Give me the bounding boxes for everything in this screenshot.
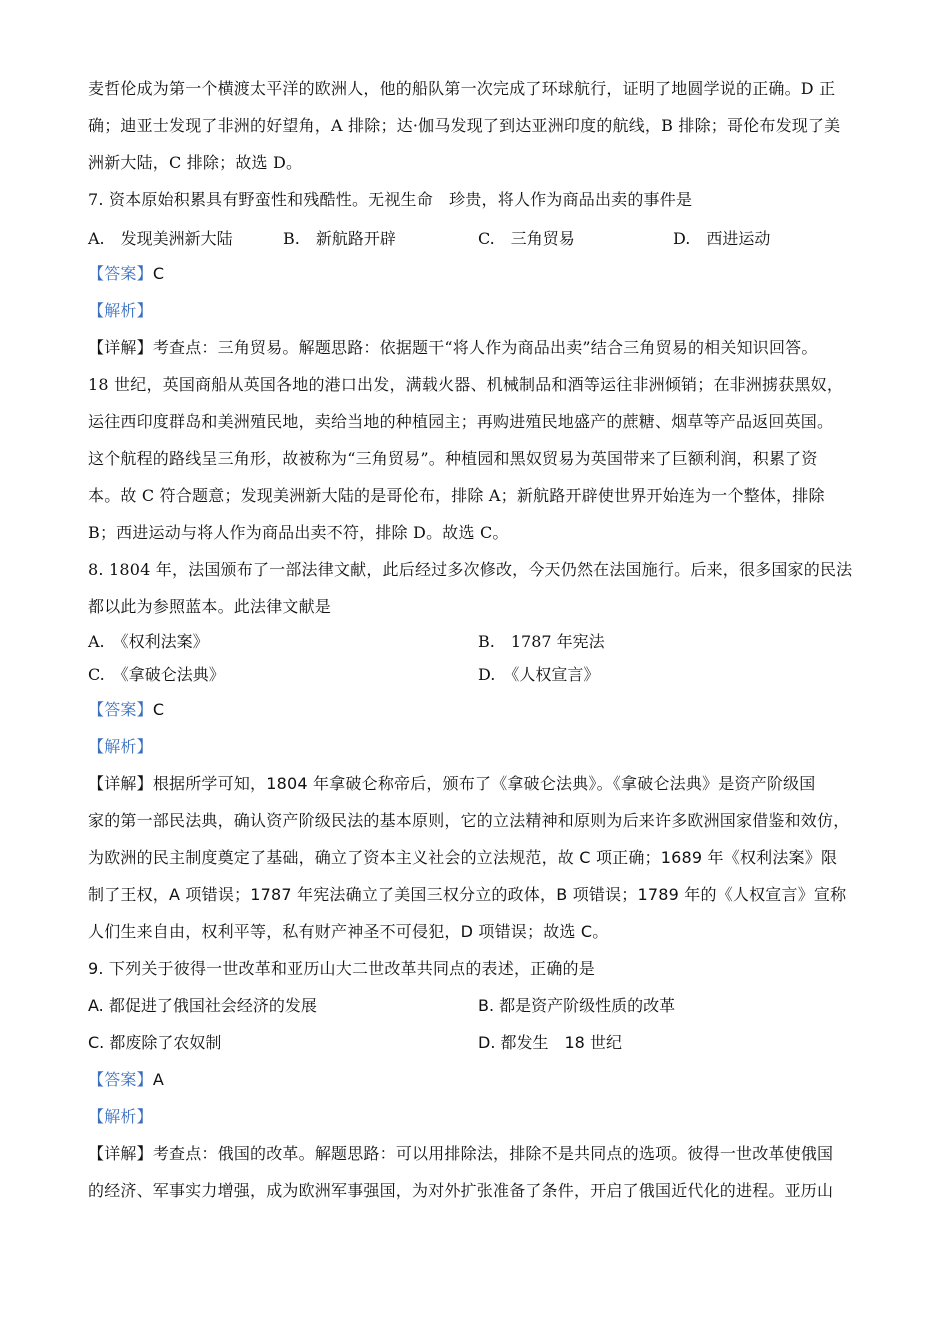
detail-text: 根据所学可知，1804 年拿破仑称帝后，颁布了《拿破仑法典》。《拿破仑法典》是资产阶级国 [152, 774, 816, 793]
text-line: 洲新大陆，C 排除；故选 D。 [88, 153, 303, 172]
options-row [88, 658, 878, 691]
answer-line [88, 255, 878, 292]
analysis-tag: 【解析】 [88, 737, 153, 756]
text-line: 本。故 C 符合题意；发现美洲新大陆的是哥伦布，排除 A；新航路开辟使世界开始连为一个整体，排除 [88, 486, 825, 505]
text-line: 人们生来自由，权利平等，私有财产神圣不可侵犯，D 项错误；故选 C。 [88, 922, 609, 941]
detail-text: 考查点：三角贸易。解题思路：依据题干“将人作为商品出卖”结合三角贸易的相关知识回答。 [152, 338, 818, 357]
option-b: B. 都是资产阶级性质的改革 [478, 996, 676, 1015]
options-row [88, 1024, 878, 1061]
question-stem: 9. 下列关于彼得一世改革和亚历山大二世改革共同点的表述，正确的是 [88, 959, 595, 978]
text-line: 为欧洲的民主制度奠定了基础，确立了资本主义社会的立法规范，故 C 项正确；1689 年《权利法案》限 [88, 848, 838, 867]
document-page [88, 70, 878, 1209]
option-b: B. 1787 年宪法 [478, 632, 605, 651]
detail-tag: 【详解】 [88, 774, 153, 793]
question-8 [88, 551, 878, 950]
detail-tag: 【详解】 [88, 338, 153, 357]
analysis-tag: 【解析】 [88, 1107, 153, 1126]
detail-line [88, 1135, 878, 1172]
option-c: C. 三角贸易 [478, 229, 575, 248]
answer-tag: 【答案】 [88, 1070, 153, 1089]
option-d: D. 西进运动 [673, 229, 771, 248]
option-a: A. 发现美洲新大陆 [88, 229, 233, 248]
detail-line [88, 329, 878, 366]
option-c: C. 都废除了农奴制 [88, 1033, 222, 1052]
analysis-tag: 【解析】 [88, 301, 153, 320]
text-line: 确；迪亚士发现了非洲的好望角，A 排除；达·伽马发现了到达亚洲印度的航线，B 排除；哥伦布发现了美 [88, 116, 841, 135]
answer-value: A [152, 1070, 164, 1089]
text-line: 的经济、军事实力增强，成为欧洲军事强国，为对外扩张准备了条件，开启了俄国近代化的进程。亚历山 [88, 1181, 834, 1200]
option-c: C. 《拿破仑法典》 [88, 665, 225, 684]
answer-line [88, 1061, 878, 1098]
text-line: 麦哲伦成为第一个横渡太平洋的欧洲人，他的船队第一次完成了环球航行，证明了地圆学说的正确。D 正 [88, 79, 836, 98]
answer-tag: 【答案】 [88, 700, 153, 719]
answer-value: C [152, 700, 165, 719]
analysis-line [88, 728, 878, 765]
answer-line [88, 691, 878, 728]
option-a: A. 《权利法案》 [88, 632, 209, 651]
detail-text: 考查点：俄国的改革。解题思路：可以用排除法，排除不是共同点的选项。彼得一世改革使俄国 [152, 1144, 834, 1163]
options-row [88, 987, 878, 1024]
analysis-line [88, 292, 878, 329]
question-stem: 都以此为参照蓝本。此法律文献是 [88, 597, 332, 616]
option-a: A. 都促进了俄国社会经济的发展 [88, 996, 317, 1015]
options-row [88, 625, 878, 658]
intro-paragraph [88, 70, 878, 181]
option-d: D. 都发生 18 世纪 [478, 1033, 622, 1052]
options-row [88, 222, 878, 255]
detail-tag: 【详解】 [88, 1144, 153, 1163]
text-line: 运往西印度群岛和美洲殖民地，卖给当地的种植园主；再购进殖民地盛产的蔗糖、烟草等产品返回英国。 [88, 412, 834, 431]
analysis-line [88, 1098, 878, 1135]
text-line: 这个航程的路线呈三角形，故被称为“三角贸易”。种植园和黑奴贸易为英国带来了巨额利润，积累了资 [88, 449, 818, 468]
text-line: B；西进运动与将人作为商品出卖不符，排除 D。故选 C。 [88, 523, 509, 542]
text-line: 家的第一部民法典，确认资产阶级民法的基本原则，它的立法精神和原则为后来许多欧洲国家借鉴和效仿， [88, 811, 850, 830]
answer-value: C [152, 264, 165, 283]
question-stem: 7. 资本原始积累具有野蛮性和残酷性。无视生命 珍贵，将人作为商品出卖的事件是 [88, 190, 693, 209]
detail-line [88, 765, 878, 802]
question-7 [88, 181, 878, 551]
question-9 [88, 950, 878, 1209]
text-line: 18 世纪，英国商船从英国各地的港口出发，满载火器、机械制品和酒等运往非洲倾销；在非洲掳获黑奴， [88, 375, 844, 394]
option-d: D. 《人权宣言》 [478, 665, 600, 684]
text-line: 制了王权，A 项错误；1787 年宪法确立了美国三权分立的政体，B 项错误；1789 年的《人权宣言》宣称 [88, 885, 847, 904]
question-stem: 8. 1804 年，法国颁布了一部法律文献，此后经过多次修改，今天仍然在法国施行。后来，很多国家的民法 [88, 560, 853, 579]
answer-tag: 【答案】 [88, 264, 153, 283]
option-b: B. 新航路开辟 [283, 229, 396, 248]
